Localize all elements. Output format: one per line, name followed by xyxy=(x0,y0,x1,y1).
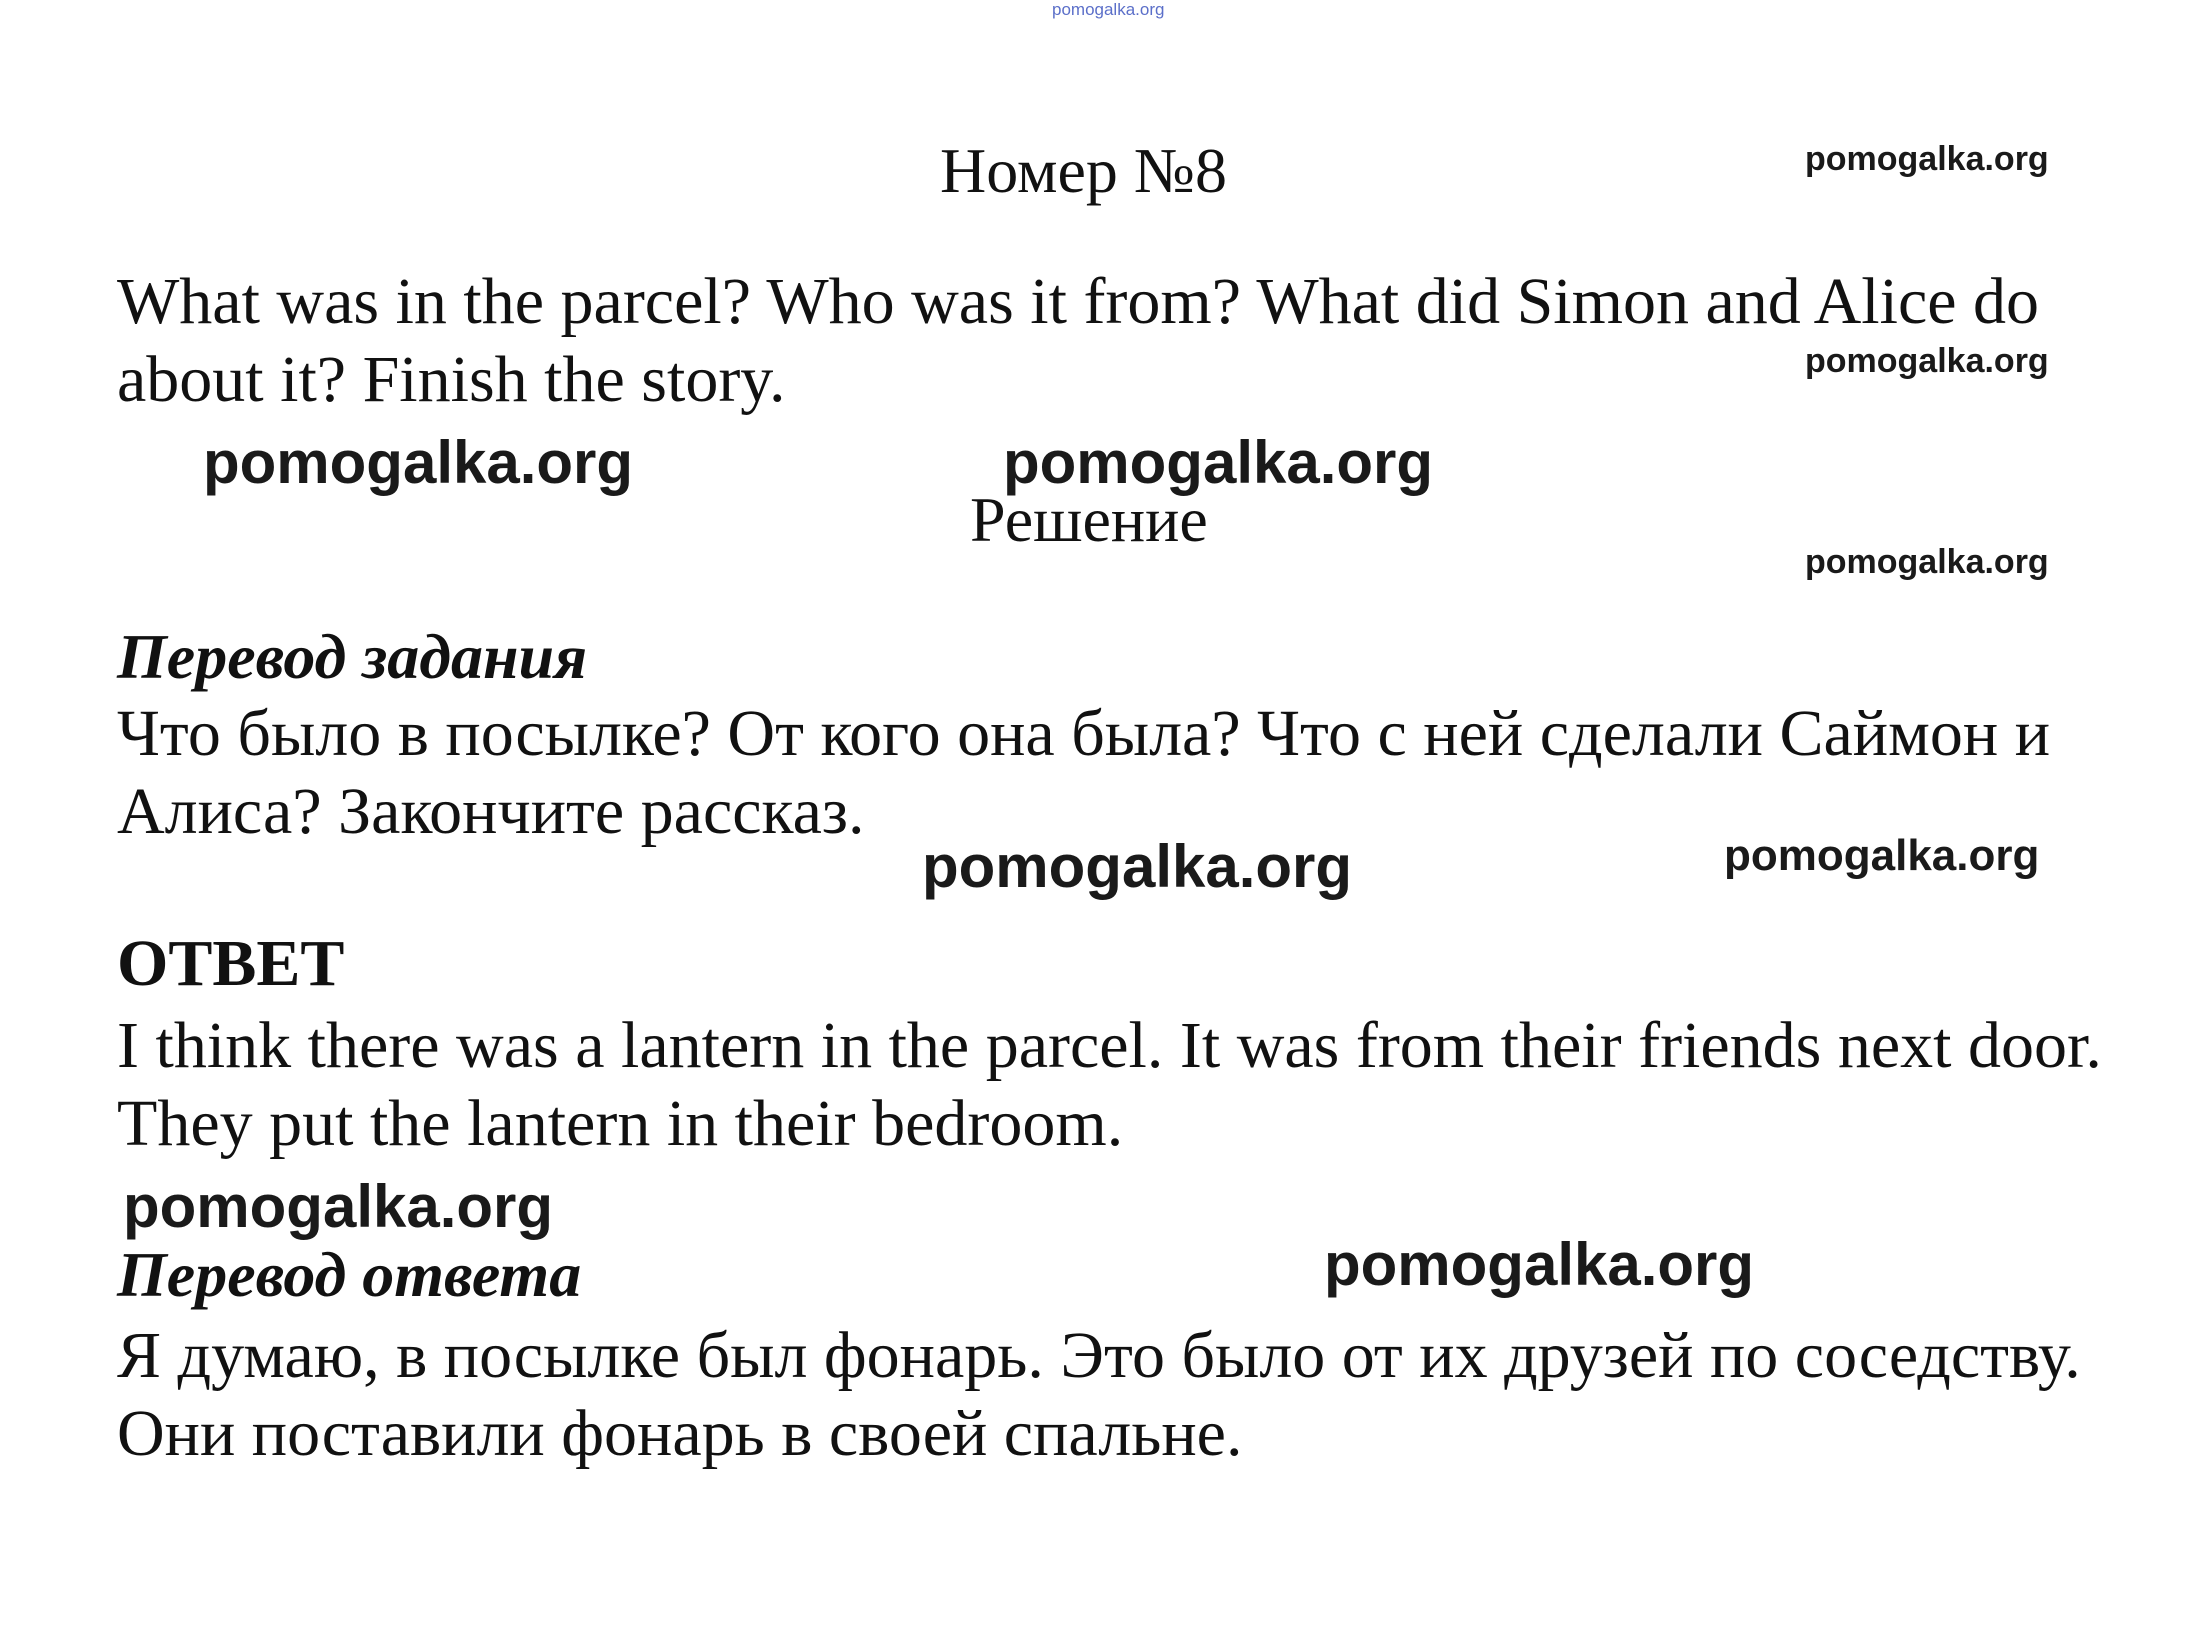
answer-translation-heading: Перевод ответа xyxy=(117,1239,582,1310)
watermark: pomogalka.org xyxy=(922,833,1353,900)
watermark: pomogalka.org xyxy=(203,429,634,496)
watermark: pomogalka.org xyxy=(123,1173,554,1240)
watermark: pomogalka.org xyxy=(1805,342,2049,380)
answer-translation-text: Я думаю, в посылке был фонарь. Это было от их друзей по соседству. Они поставили фонарь в своей спальне. xyxy=(117,1319,2081,1470)
solution-label: Решение xyxy=(970,484,1208,555)
answer-text: I think there was a lantern in the parcel. It was from their friends next door. They put the lantern in their bedroom. xyxy=(117,1009,2102,1160)
top-watermark: pomogalka.org xyxy=(1052,0,1165,19)
watermark: pomogalka.org xyxy=(1003,429,1434,496)
watermark: pomogalka.org xyxy=(1805,543,2049,581)
task-translation-heading: Перевод задания xyxy=(117,621,588,692)
watermark: pomogalka.org xyxy=(1805,140,2049,178)
watermark: pomogalka.org xyxy=(1324,1231,1755,1298)
watermark: pomogalka.org xyxy=(1724,831,2040,880)
page-title: Номер №8 xyxy=(940,135,1227,206)
answer-heading: ОТВЕТ xyxy=(117,927,345,1000)
task-text: What was in the parcel? Who was it from? What did Simon and Alice do about it? Finish the story. xyxy=(117,265,2040,416)
task-translation-text: Что было в посылке? От кого она была? Что с ней сделали Саймон и Алиса? Закончите рассказ. xyxy=(117,697,2051,848)
